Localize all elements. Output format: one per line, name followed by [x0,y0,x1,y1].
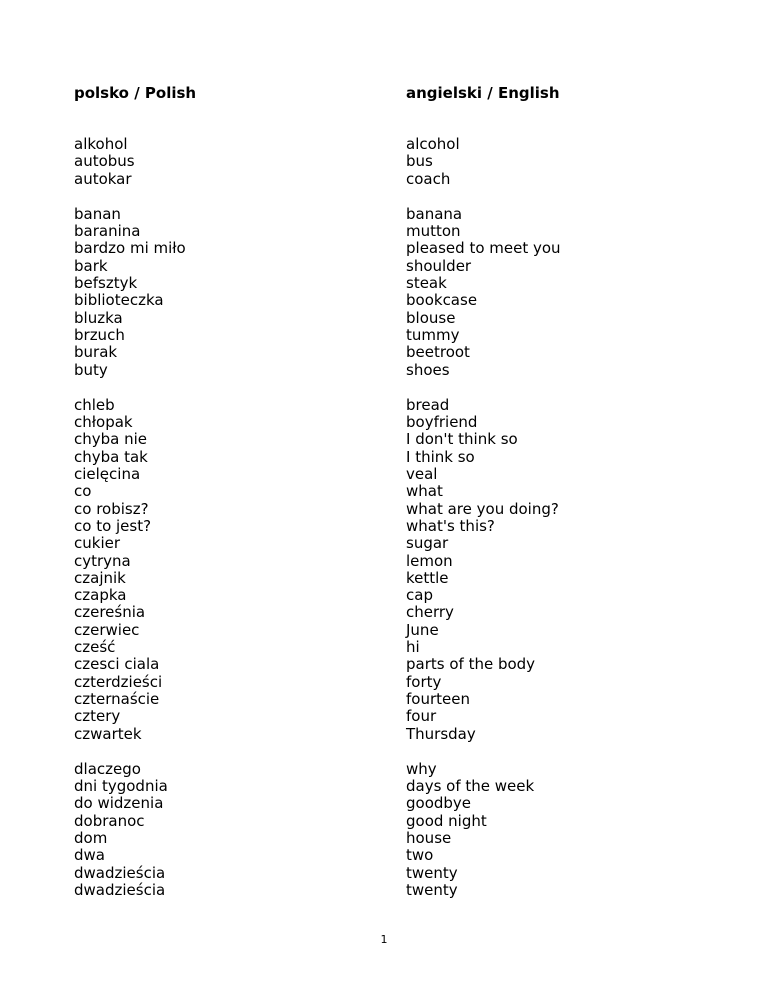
polish-word: cytryna [74,551,131,570]
polish-word: czterdzieści [74,672,163,691]
english-word: shoes [406,360,450,379]
polish-word: dni tygodnia [74,777,168,796]
polish-word: dwadzieścia [74,863,166,882]
english-word: pleased to meet you [406,239,561,258]
english-word-column [406,136,460,188]
polish-word: burak [74,343,118,362]
english-word: twenty [406,863,458,882]
english-word: alcohol [406,135,460,153]
english-word: banana [406,204,463,223]
polish-word: alkohol [74,135,128,153]
polish-word: befsztyk [74,274,138,293]
polish-word: bark [74,256,108,275]
polish-word: czereśnia [74,603,146,622]
polish-word: dwa [74,846,105,865]
english-word: blouse [406,308,456,327]
polish-word: banan [74,204,121,223]
english-word: cherry [406,603,454,622]
polish-word: buty [74,360,108,379]
polish-word: czesci ciala [74,655,160,674]
english-word: good night [406,811,487,830]
polish-word: cześć [74,638,116,657]
polish-word: chleb [74,395,115,414]
vocabulary-list [0,136,768,917]
english-word: bread [406,395,450,414]
polish-word: chłopak [74,413,133,432]
word-group [0,397,768,743]
word-group [0,761,768,899]
polish-word: dom [74,829,108,848]
polish-word: cukier [74,534,121,553]
english-word: I don't think so [406,430,518,449]
polish-word: chyba tak [74,447,148,466]
polish-word: biblioteczka [74,291,164,310]
english-word: mutton [406,222,461,241]
polish-word: brzuch [74,325,125,344]
polish-word: cielęcina [74,465,141,484]
polish-word: chyba nie [74,430,148,449]
polish-word: cztery [74,707,121,726]
english-word: house [406,829,452,848]
english-word: coach [406,169,451,188]
english-word: tummy [406,325,460,344]
english-word: bus [406,152,433,171]
english-word: cap [406,586,433,605]
english-word-column [406,206,561,379]
english-word: why [406,759,437,778]
english-word: kettle [406,568,449,587]
polish-word: co to jest? [74,516,152,535]
english-word: four [406,707,437,726]
english-word: veal [406,465,438,484]
english-word: two [406,846,434,865]
polish-word: bardzo mi miło [74,239,186,258]
column-headers [0,84,768,104]
english-word: forty [406,672,442,691]
polish-word: czternaście [74,689,160,708]
page-number: 1 [380,933,388,946]
english-word: sugar [406,534,449,553]
polish-word: czwartek [74,724,142,743]
english-word: hi [406,638,420,657]
english-word: parts of the body [406,655,536,674]
polish-word-column [74,206,186,379]
polish-word: autobus [74,152,135,171]
english-column-header: angielski / English [406,84,560,102]
english-word-column [406,761,534,899]
english-word: lemon [406,551,453,570]
word-group [0,136,768,188]
english-word: shoulder [406,256,472,275]
polish-word: bluzka [74,308,123,327]
polish-word: do widzenia [74,794,164,813]
polish-word-column [74,397,162,743]
polish-word: dwadzieścia [74,880,166,899]
word-group [0,206,768,379]
english-word: what [406,482,443,501]
polish-word: co robisz? [74,499,149,518]
english-word: June [406,620,439,639]
polish-word: czajnik [74,568,126,587]
english-word: days of the week [406,777,535,796]
polish-word-column [74,136,135,188]
english-word: what's this? [406,516,495,535]
english-word: beetroot [406,343,470,362]
polish-word-column [74,761,168,899]
english-word: Thursday [406,724,476,743]
polish-word: co [74,482,92,501]
english-word-column [406,397,559,743]
polish-word: dlaczego [74,759,141,778]
english-word: what are you doing? [406,499,559,518]
polish-word: dobranoc [74,811,145,830]
polish-word: czerwiec [74,620,140,639]
english-word: twenty [406,880,458,899]
english-word: fourteen [406,689,470,708]
english-word: goodbye [406,794,472,813]
english-word: boyfriend [406,413,478,432]
english-word: I think so [406,447,475,466]
english-word: steak [406,274,447,293]
polish-word: autokar [74,169,132,188]
polish-column-header: polsko / Polish [74,84,197,102]
english-word: bookcase [406,291,478,310]
polish-word: baranina [74,222,141,241]
polish-word: czapka [74,586,127,605]
